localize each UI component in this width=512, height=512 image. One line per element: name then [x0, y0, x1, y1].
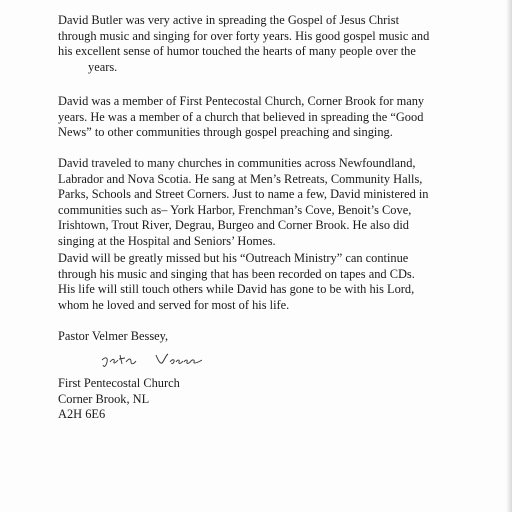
paragraph-line: Parks, Schools and Street Corners. Just to name a few, David ministered in	[58, 187, 429, 201]
paragraph-2	[58, 94, 478, 141]
church-address	[58, 376, 180, 423]
paragraph-line: communities such as– York Harbor, Frenchman’s Cove, Benoit’s Cove,	[58, 202, 412, 217]
paragraph-line: through his music and singing that has been recorded on tapes and CDs.	[58, 266, 415, 281]
paragraph-line: singing at the Hospital and Seniors’ Homes.	[58, 233, 276, 248]
paragraph-3	[58, 156, 478, 249]
address-line: Corner Brook, NL	[58, 391, 150, 406]
paragraph-line: Labrador and Nova Scotia. He sang at Men’s Retreats, Community Halls,	[58, 171, 423, 186]
address-line: A2H 6E6	[58, 407, 106, 421]
paragraph-line: David was a member of First Pentecostal Church, Corner Brook for many	[58, 94, 425, 108]
paragraph-4	[58, 251, 478, 313]
paragraph-line: his excellent sense of humor touched the hearts of many people over the	[58, 44, 416, 58]
paragraph-line: News” to other communities through gospel preaching and singing.	[58, 125, 393, 139]
paragraph-line: David traveled to many churches in communities across Newfoundland,	[58, 156, 416, 170]
address-line: First Pentecostal Church	[58, 376, 180, 390]
handwritten-signature	[98, 346, 208, 370]
paragraph-line: David Butler was very active in spreading the Gospel of Jesus Christ	[58, 13, 400, 27]
paragraph-1	[58, 13, 478, 75]
paragraph-line: whom he loved and served for most of his life.	[58, 297, 290, 312]
paragraph-line: years.	[88, 59, 118, 74]
paragraph-line: David will be greatly missed but his “Outreach Ministry” can continue	[58, 251, 409, 265]
scan-edge-shadow	[506, 0, 512, 512]
paragraph-line: His life will still touch others while David has gone to be with his Lord,	[58, 282, 415, 296]
paragraph-line: Irishtown, Trout River, Degrau, Burgeo and Corner Brook. He also did	[58, 218, 409, 232]
paragraph-line: through music and singing for over forty years. His good gospel music and	[58, 28, 430, 43]
paragraph-line: years. He was a member of a church that believed in spreading the “Good	[58, 109, 424, 124]
pastor-name: Pastor Velmer Bessey,	[58, 329, 169, 343]
